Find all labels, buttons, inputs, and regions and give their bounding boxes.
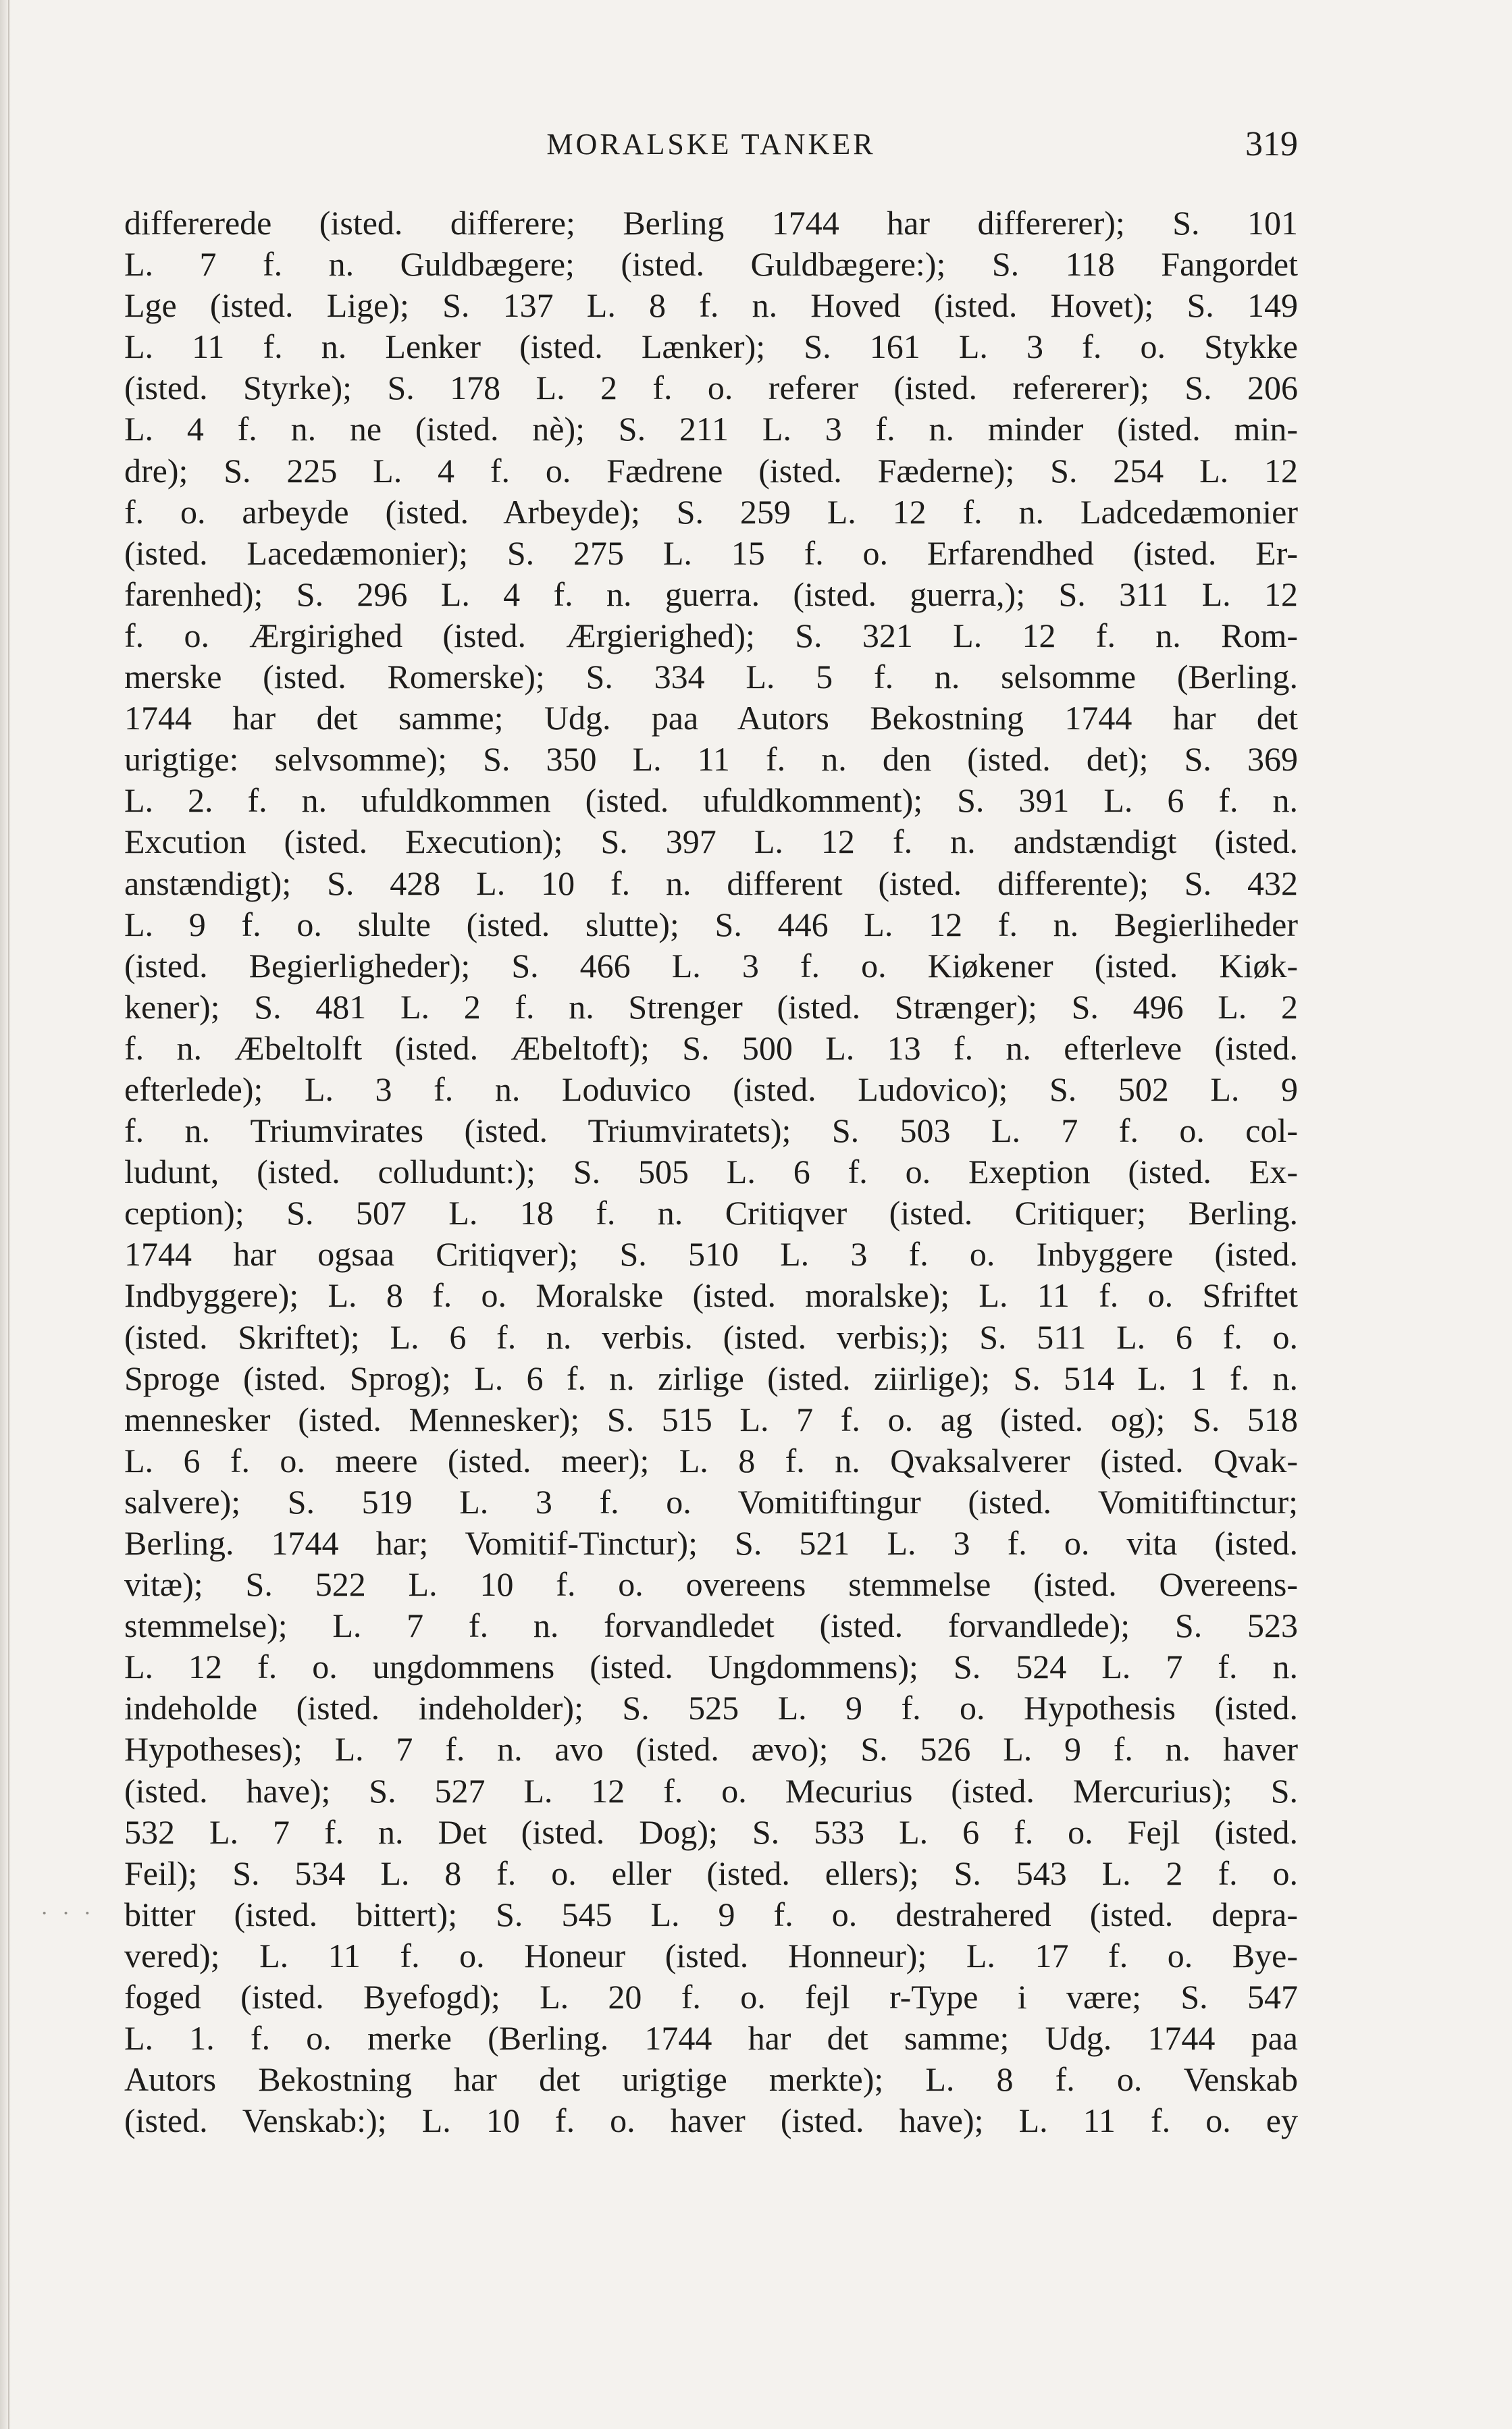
text-line: Sproge (isted. Sprog); L. 6 f. n. zirlige (isted. ziirlige); S. 514 L. 1 f. n.	[124, 1359, 1298, 1397]
text-line: Berling. 1744 har; Vomitif-Tinctur); S. 521 L. 3 f. o. vita (isted.	[124, 1524, 1298, 1562]
text-line: L. 2. f. n. ufuldkommen (isted. ufuldkomment); S. 391 L. 6 f. n.	[124, 781, 1298, 820]
text-line: salvere); S. 519 L. 3 f. o. Vomitiftingur (isted. Vomitiftinctur;	[124, 1482, 1298, 1521]
text-line: stemmelse); L. 7 f. n. forvandledet (isted. forvandlede); S. 523	[124, 1607, 1298, 1645]
text-line: L. 1. f. o. merke (Berling. 1744 har det samme; Udg. 1744 paa	[124, 2019, 1298, 2058]
binding-line	[8, 0, 9, 2429]
text-line: ception); S. 507 L. 18 f. n. Critiqver (isted. Critiquer; Berling.	[124, 1194, 1298, 1232]
text-line: merske (isted. Romerske); S. 334 L. 5 f. n. selsomme (Berling.	[124, 658, 1298, 696]
text-line: L. 12 f. o. ungdommens (isted. Ungdommens); S. 524 L. 7 f. n.	[124, 1648, 1298, 1686]
text-line: differerede (isted. differere; Berling 1744 har differerer); S. 101	[124, 204, 1298, 242]
text-line: mennesker (isted. Mennesker); S. 515 L. 7 f. o. ag (isted. og); S. 518	[124, 1400, 1298, 1438]
margin-mark: · · ·	[41, 1901, 95, 1926]
text-line: foged (isted. Byefogd); L. 20 f. o. fejl r-Type i være; S. 547	[124, 1978, 1298, 2016]
text-line: Excution (isted. Execution); S. 397 L. 12 f. n. andstændigt (isted.	[124, 822, 1298, 861]
text-line: f. o. Ærgirighed (isted. Ærgierighed); S. 321 L. 12 f. n. Rom-	[124, 616, 1298, 654]
text-line: Hypotheses); L. 7 f. n. avo (isted. ævo); S. 526 L. 9 f. n. haver	[124, 1730, 1298, 1769]
text-line: (isted. Venskab:); L. 10 f. o. haver (isted. have); L. 11 f. o. ey	[124, 2101, 1298, 2140]
text-line: L. 4 f. n. ne (isted. nè); S. 211 L. 3 f. n. minder (isted. min-	[124, 410, 1298, 448]
text-line: Indbyggere); L. 8 f. o. Moralske (isted. moralske); L. 11 f. o. Sfriftet	[124, 1276, 1298, 1315]
text-line: f. n. Triumvirates (isted. Triumviratets); S. 503 L. 7 f. o. col-	[124, 1112, 1298, 1150]
text-line: Feil); S. 534 L. 8 f. o. eller (isted. ellers); S. 543 L. 2 f. o.	[124, 1854, 1298, 1892]
text-line: Autors Bekostning har det urigtige merkte); L. 8 f. o. Venskab	[124, 2060, 1298, 2099]
text-line: f. n. Æbeltolft (isted. Æbeltoft); S. 500 L. 13 f. n. efterleve (isted.	[124, 1028, 1298, 1067]
text-line: 532 L. 7 f. n. Det (isted. Dog); S. 533 L. 6 f. o. Fejl (isted.	[124, 1812, 1298, 1851]
text-line: Lge (isted. Lige); S. 137 L. 8 f. n. Hoved (isted. Hovet); S. 149	[124, 286, 1298, 325]
text-line: dre); S. 225 L. 4 f. o. Fædrene (isted. Fæderne); S. 254 L. 12	[124, 451, 1298, 490]
text-line: farenhed); S. 296 L. 4 f. n. guerra. (isted. guerra,); S. 311 L. 12	[124, 575, 1298, 613]
text-line: efterlede); L. 3 f. n. Loduvico (isted. Ludovico); S. 502 L. 9	[124, 1070, 1298, 1108]
page-number: 319	[1245, 125, 1298, 163]
text-line: L. 7 f. n. Guldbægere; (isted. Guldbægere:); S. 118 Fangordet	[124, 245, 1298, 284]
text-line: f. o. arbeyde (isted. Arbeyde); S. 259 L. 12 f. n. Ladcedæmonier	[124, 492, 1298, 531]
text-line: L. 11 f. n. Lenker (isted. Lænker); S. 161 L. 3 f. o. Stykke	[124, 328, 1298, 366]
text-line: vered); L. 11 f. o. Honeur (isted. Honneur); L. 17 f. o. Bye-	[124, 1936, 1298, 1975]
text-line: vitæ); S. 522 L. 10 f. o. overeens stemmelse (isted. Overeens-	[124, 1565, 1298, 1604]
text-line: (isted. Styrke); S. 178 L. 2 f. o. referer (isted. refererer); S. 206	[124, 369, 1298, 407]
text-line: L. 9 f. o. slulte (isted. slutte); S. 446 L. 12 f. n. Begierliheder	[124, 905, 1298, 943]
text-line: (isted. Begierligheder); S. 466 L. 3 f. o. Kiøkener (isted. Kiøk-	[124, 946, 1298, 985]
text-line: L. 6 f. o. meere (isted. meer); L. 8 f. n. Qvaksalverer (isted. Qvak-	[124, 1441, 1298, 1480]
text-line: kener); S. 481 L. 2 f. n. Strenger (isted. Strænger); S. 496 L. 2	[124, 987, 1298, 1026]
text-line: indeholde (isted. indeholder); S. 525 L. 9 f. o. Hypothesis (isted.	[124, 1689, 1298, 1727]
text-line: ludunt, (isted. colludunt:); S. 505 L. 6 f. o. Exeption (isted. Ex-	[124, 1153, 1298, 1191]
page-header	[124, 122, 1298, 170]
text-line: (isted. have); S. 527 L. 12 f. o. Mecurius (isted. Mercurius); S.	[124, 1771, 1298, 1810]
running-title: MORALSKE TANKER	[546, 128, 876, 161]
text-line: 1744 har det samme; Udg. paa Autors Bekostning 1744 har det	[124, 699, 1298, 737]
text-line: (isted. Lacedæmonier); S. 275 L. 15 f. o. Erfarendhed (isted. Er-	[124, 533, 1298, 572]
text-line: (isted. Skriftet); L. 6 f. n. verbis. (isted. verbis;); S. 511 L. 6 f. o.	[124, 1317, 1298, 1356]
errata-text-block	[124, 203, 1298, 2141]
text-line: urigtige: selvsomme); S. 350 L. 11 f. n. den (isted. det); S. 369	[124, 740, 1298, 779]
text-line: anstændigt); S. 428 L. 10 f. n. different (isted. differente); S. 432	[124, 864, 1298, 902]
text-line: bitter (isted. bittert); S. 545 L. 9 f. o. destrahered (isted. depra-	[124, 1895, 1298, 1933]
text-line: 1744 har ogsaa Critiqver); S. 510 L. 3 f. o. Inbyggere (isted.	[124, 1235, 1298, 1274]
